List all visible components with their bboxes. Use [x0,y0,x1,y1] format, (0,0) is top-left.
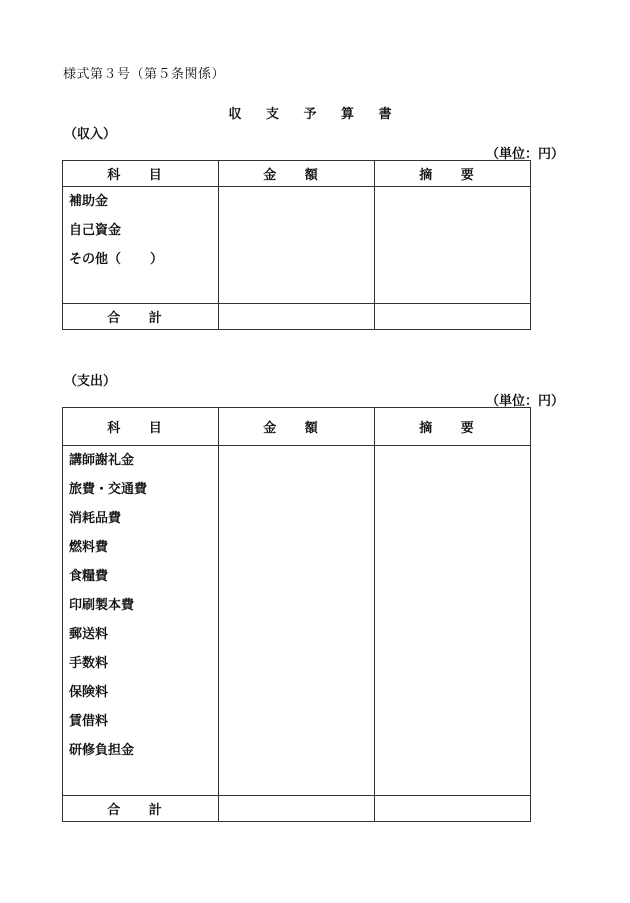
expense-item-fuel: 燃料費 [69,540,109,555]
income-amount-cell [219,187,375,304]
expense-table [62,407,531,822]
expense-item-food: 食糧費 [69,569,109,584]
income-section-label: （収入） [64,127,117,142]
income-total-label: 合 計 [63,304,219,330]
income-table [62,160,531,330]
form-number: 様式第３号（第５条関係） [63,67,226,82]
expense-amount-cell [219,446,375,796]
expense-item-printing: 印刷製本費 [69,598,135,613]
expense-item-fees: 手数料 [69,656,109,671]
income-total-amount [219,304,375,330]
expense-total-amount [219,796,375,822]
income-header-notes: 摘 要 [375,161,531,187]
expense-section-label: （支出） [64,374,117,389]
expense-item-insurance: 保険料 [69,685,109,700]
income-items-cell [63,187,219,304]
income-item-other [63,245,218,274]
income-item-own-funds: 自己資金 [69,223,122,238]
income-header-item: 科 目 [63,161,219,187]
expense-item-postage: 郵送料 [69,627,109,642]
expense-item-travel: 旅費・交通費 [69,482,148,497]
expense-notes-cell [375,446,531,796]
income-notes-cell [375,187,531,304]
income-other-close: ） [149,252,163,267]
expense-header-notes: 摘 要 [375,408,531,446]
income-item-subsidy: 補助金 [69,194,109,209]
income-header-amount: 金 額 [219,161,375,187]
expense-unit-label: （単位：円） [485,394,564,409]
expense-total-label: 合 計 [63,796,219,822]
expense-header-amount: 金 額 [219,408,375,446]
expense-item-rental: 賃借料 [69,714,109,729]
income-unit-label: （単位：円） [485,147,564,162]
expense-item-training: 研修負担金 [69,743,135,758]
expense-items-cell [63,446,219,796]
expense-item-lecturer-fee: 講師謝礼金 [69,453,135,468]
income-total-notes [375,304,531,330]
income-other-label: その他（ [69,252,122,267]
expense-total-notes [375,796,531,822]
document-title: 収 支 予 算 書 [228,107,402,122]
expense-header-item: 科 目 [63,408,219,446]
expense-item-consumables: 消耗品費 [69,511,122,526]
